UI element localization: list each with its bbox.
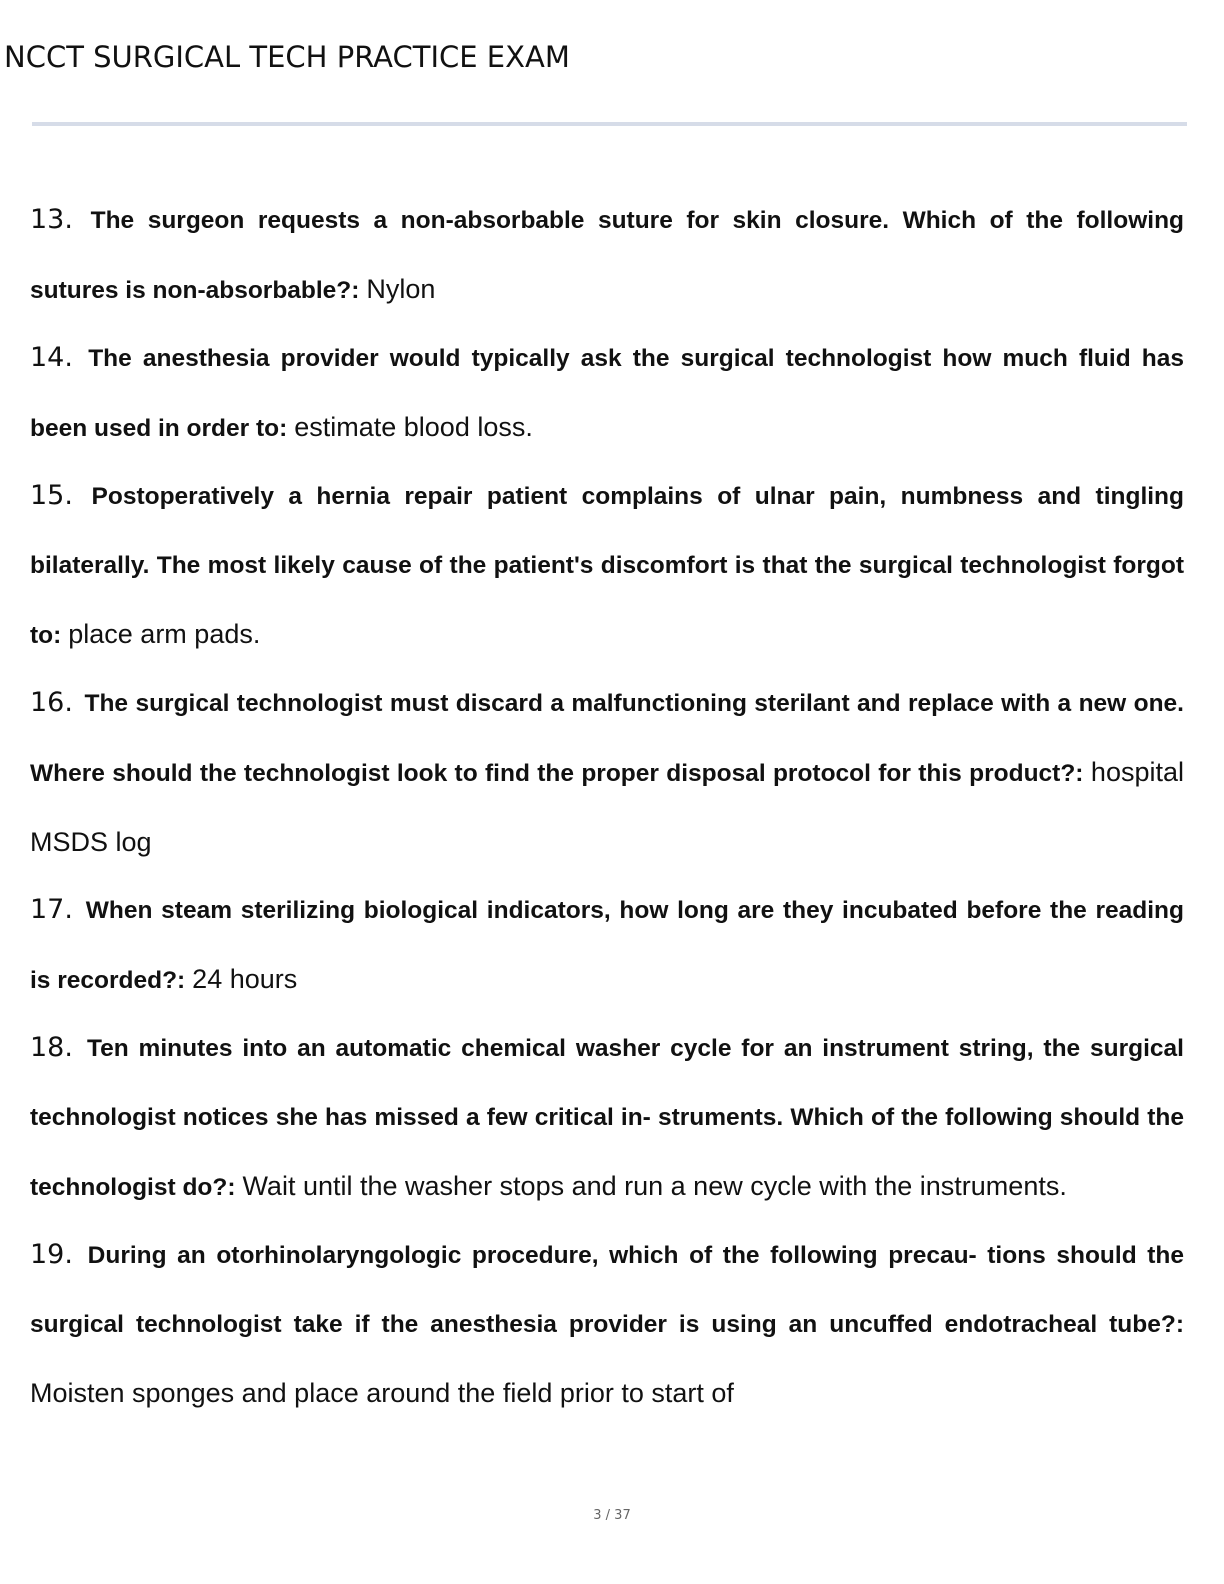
question-text: The anesthesia provider would typically ask the surgical technologist how much fluid has been used in order to: [30,345,1184,442]
answer-text: hospital MSDS log [30,757,1184,857]
question-item-17 [30,876,1184,1015]
question-number: 16. [30,687,73,718]
question-number: 15. [30,480,73,511]
question-number: 19. [30,1239,73,1270]
question-list [30,186,1184,1427]
question-text: Ten minutes into an automatic chemical washer cycle for an instrument string, the surgical technologist notices she has missed a few critical in- struments. Which of the following should the technologist do?: [30,1035,1184,1201]
answer-text: place arm pads. [68,619,261,649]
question-item-14 [30,324,1184,463]
question-item-13 [30,186,1184,325]
header-divider [32,122,1187,126]
answer-text: Nylon [366,274,436,304]
answer-text: 24 hours [192,964,298,994]
question-number: 13. [30,204,73,235]
question-text: Postoperatively a hernia repair patient complains of ulnar pain, numbness and tingling bilaterally. The most likely cause of the patient's discomfort is that the surgical technologist forgot to: [30,483,1184,649]
question-number: 18. [30,1032,73,1063]
answer-text: estimate blood loss. [294,412,533,442]
answer-text: Moisten sponges and place around the field prior to start of [30,1378,734,1408]
question-text: During an otorhinolaryngologic procedure, which of the following precau- tions should the surgical technologist take if the anesthesia provider is using an uncuffed endotracheal tube?: [30,1242,1184,1338]
question-number: 17. [30,894,73,925]
page-number: 3 / 37 [593,1508,631,1523]
question-text: The surgical technologist must discard a malfunctioning sterilant and replace with a new one. Where should the technologist look to find the proper disposal protocol for this product?: [30,690,1184,787]
question-item-18 [30,1014,1184,1222]
question-text: When steam sterilizing biological indicators, how long are they incubated before the reading is recorded?: [30,897,1184,994]
question-number: 14. [30,342,73,373]
page-title: NCCT SURGICAL TECH PRACTICE EXAM [4,40,570,74]
question-item-19 [30,1221,1184,1428]
question-item-15 [30,462,1184,670]
question-item-16 [30,669,1184,877]
question-text: The surgeon requests a non-absorbable suture for skin closure. Which of the following sutures is non-absorbable?: [30,207,1184,304]
answer-text: Wait until the washer stops and run a new cycle with the instruments. [242,1171,1067,1201]
